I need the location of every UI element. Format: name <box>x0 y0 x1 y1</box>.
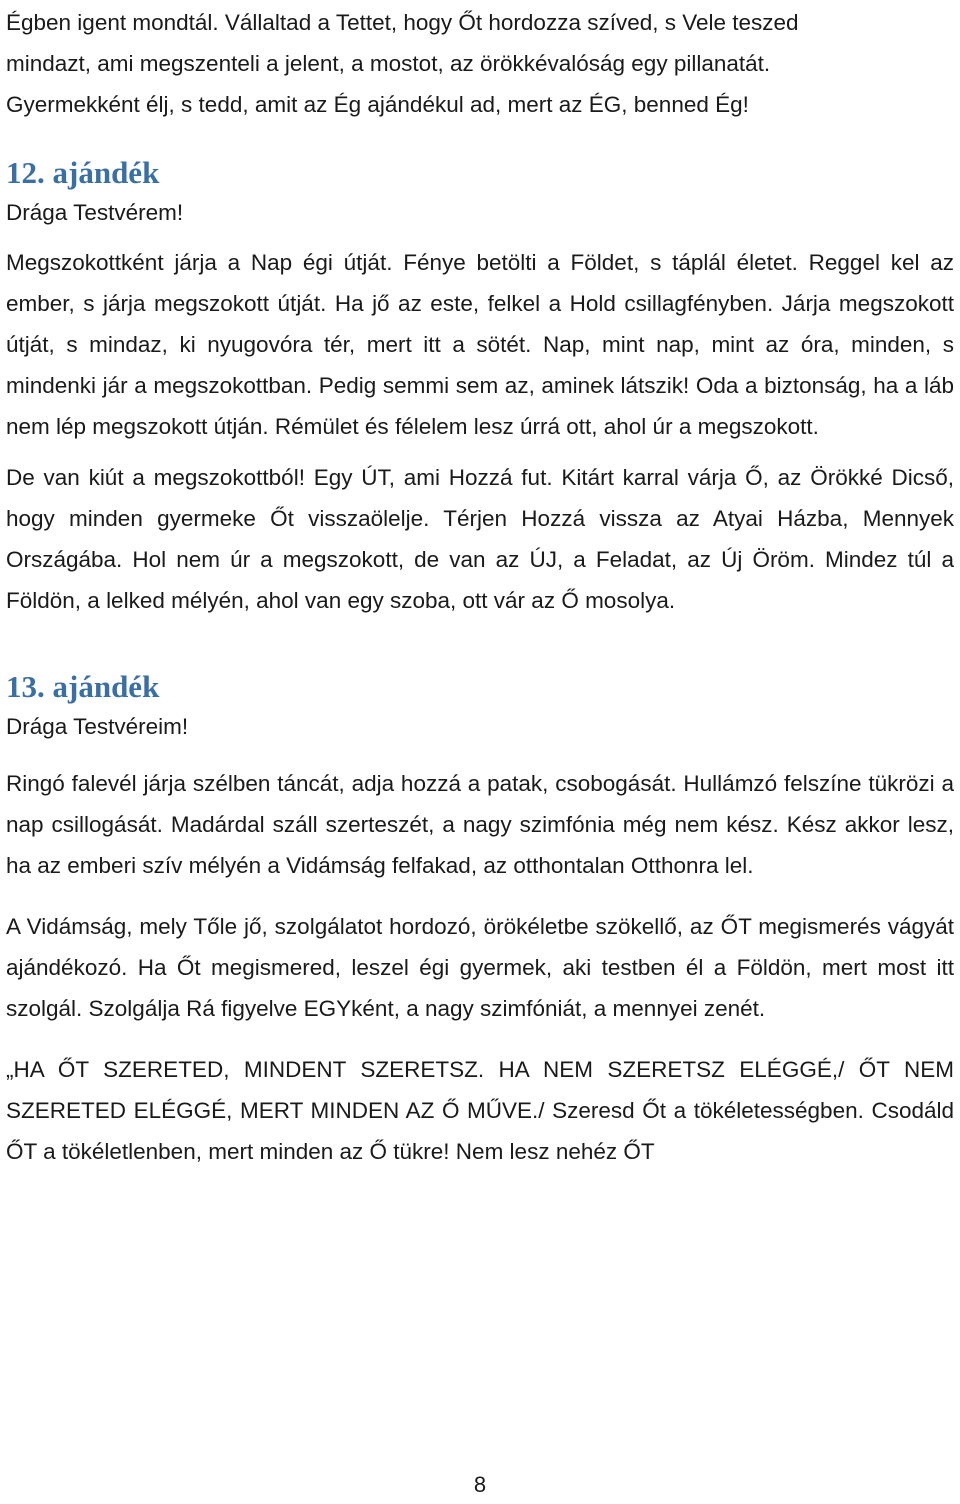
intro-paragraph <box>6 0 954 125</box>
intro-line-3: Gyermekként élj, s tedd, amit az Ég ajándékul ad, mert az ÉG, benned Ég! <box>6 92 749 117</box>
section-13-heading: 13. ajándék <box>6 669 160 704</box>
section-12-body <box>6 242 954 621</box>
section-13-paragraph-1: Ringó falevél járja szélben táncát, adja hozzá a patak, csobogását. Hullámzó felszíne tükrözi a nap csillogását. Madárdal száll szerteszét, a nagy szimfónia még nem kész. Kész akkor lesz, ha az emberi szív mélyén a Vidámság felfakad, az otthontalan Otthonra lel. <box>6 771 954 878</box>
section-13-body <box>6 763 954 1172</box>
section-13-paragraph-2: A Vidámság, mely Tőle jő, szolgálatot hordozó, örökéletbe szökellő, az ŐT megismerés vágyát ajándékozó. Ha Őt megismered, leszel égi gyermek, aki testben él a Földön, mert most itt szolgál. Szolgálja Rá figyelve EGYként, a nagy szimfóniát, a mennyei zenét. <box>6 914 954 1021</box>
section-12-paragraph-2: De van kiút a megszokottból! Egy ÚT, ami Hozzá fut. Kitárt karral várja Ő, az Örökké Dicső, hogy minden gyermeke Őt visszaölelje. Térjen Hozzá vissza az Atyai Házba, Mennyek Országába. Hol nem úr a megszokott, de van az ÚJ, a Feladat, az Új Öröm. Mindez túl a Földön, a lelked mélyén, ahol van egy szoba, ott vár az Ő mosolya. <box>6 465 954 613</box>
page-number: 8 <box>473 1472 487 1497</box>
section-12-paragraph-1: Megszokottként járja a Nap égi útját. Fénye betölti a Földet, s táplál életet. Reggel kel az ember, s járja megszokott útját. Ha jő az este, felkel a Hold csillagfényben. Járja megszokott útját, s mindaz, ki nyugovóra tér, mert itt a sötét. Nap, mint nap, mint az óra, minden, s mindenki jár a megszokottban. Pedig semmi sem az, aminek látszik! Oda a biztonság, ha a láb nem lép megszokott útján. Rémület és félelem lesz úrrá ott, ahol úr a megszokott. <box>6 250 954 439</box>
section-12-greeting: Drága Testvérem! <box>6 200 184 225</box>
section-13-greeting: Drága Testvéreim! <box>6 714 189 739</box>
document-page <box>6 0 954 1172</box>
section-12-heading: 12. ajándék <box>6 155 160 190</box>
section-13-paragraph-3: „HA ŐT SZERETED, MINDENT SZERETSZ. HA NEM SZERETSZ ELÉGGÉ,/ ŐT NEM SZERETED ELÉGGÉ, MERT MINDEN AZ Ő MŰVE./ Szeresd Őt a tökéletességben. Csodáld ŐT a tökéletlenben, mert minden az Ő tükre! Nem lesz nehéz ŐT <box>6 1057 954 1164</box>
intro-line-2: mindazt, ami megszenteli a jelent, a mostot, az örökkévalóság egy pillanatát. <box>6 51 771 76</box>
intro-line-1: Égben igent mondtál. Vállaltad a Tettet, hogy Őt hordozza szíved, s Vele teszed <box>6 10 799 35</box>
